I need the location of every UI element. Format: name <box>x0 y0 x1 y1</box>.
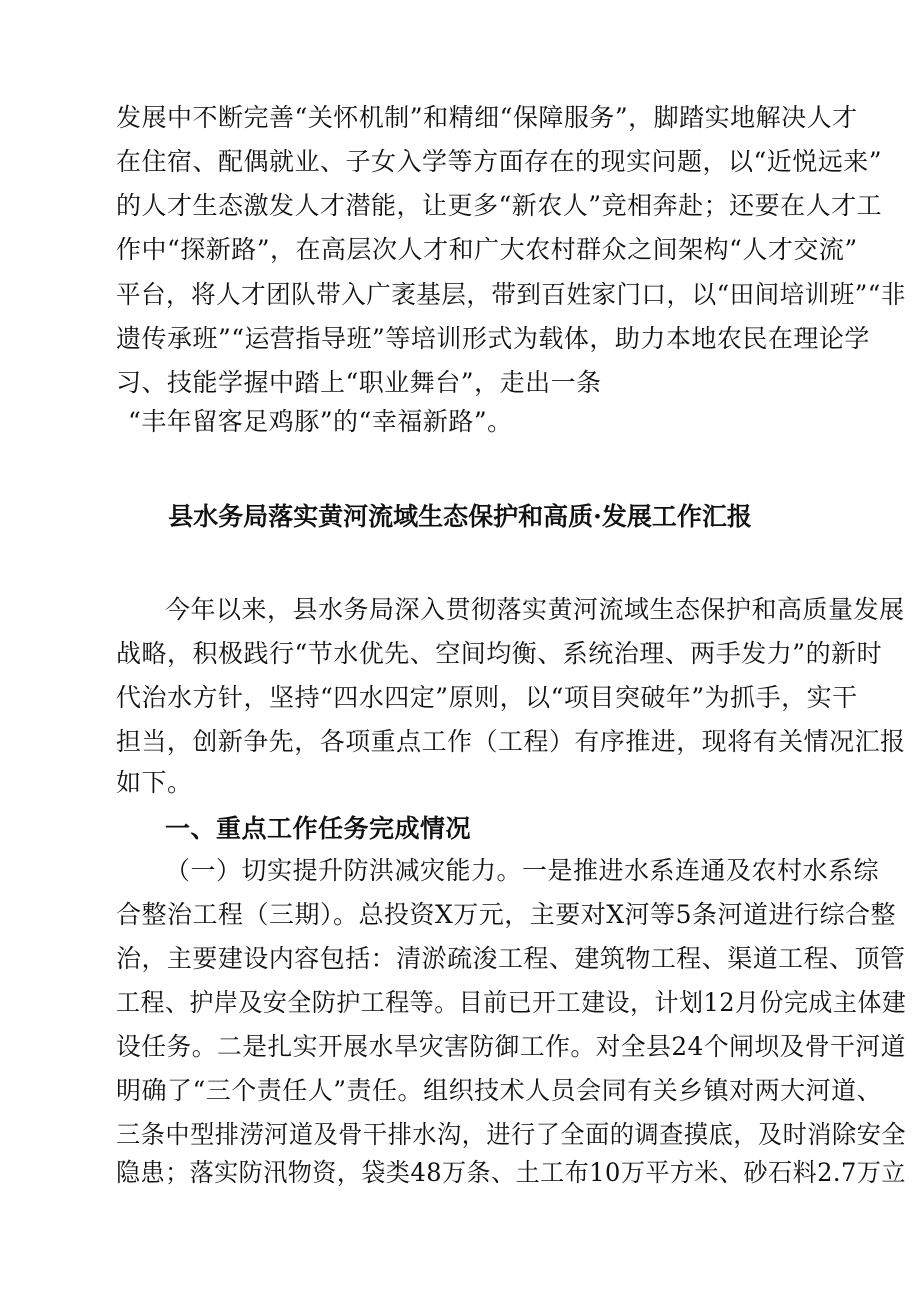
paragraph-line: 在住宿、配偶就业、子女入学等方面存在的现实问题，以“近悦远来” <box>116 147 883 176</box>
paragraph-line: 治，主要建设内容包括：清淤疏浚工程、建筑物工程、渠道工程、顶管 <box>116 944 906 973</box>
paragraph-line: 设任务。二是扎实开展水旱灾害防御工作。对全县24个闸坝及骨干河道 <box>116 1032 906 1061</box>
paragraph-line: 今年以来，县水务局深入贯彻落实黄河流域生态保护和高质量发展 <box>165 595 905 624</box>
paragraph-line: 担当，创新争先，各项重点工作（工程）有序推进，现将有关情况汇报 <box>116 727 906 756</box>
paragraph-line: （一）切实提升防洪减灾能力。一是推进水系连通及农村水系综 <box>165 856 880 885</box>
paragraph-line: 平台，将人才团队带入广袤基层，带到百姓家门口，以“田间培训班”“非 <box>116 280 906 309</box>
paragraph-line: 如下。 <box>116 768 193 797</box>
paragraph-line: 明确了“三个责任人”责任。组织技术人员会同有关乡镇对两大河道、 <box>116 1076 883 1105</box>
paragraph-line: 三条中型排涝河道及骨干排水沟，进行了全面的调查摸底，及时消除安全 <box>116 1120 907 1149</box>
document-title: 县水务局落实黄河流域生态保护和高质·发展工作汇报 <box>168 502 752 531</box>
section-heading: 一、重点工作任务完成情况 <box>165 814 472 843</box>
paragraph-line: 遗传承班”“运营指导班”等培训形式为载体，助力本地农民在理论学 <box>116 324 870 353</box>
paragraph-line: 合整治工程（三期）。总投资X万元，主要对X河等5条河道进行综合整 <box>116 900 897 929</box>
paragraph-line: 隐患；落实防汛物资，袋类48万条、土工布10万平方米、砂石料2.7万立 <box>116 1158 906 1187</box>
paragraph-line: 工程、护岸及安全防护工程等。目前已开工建设，计划12月份完成主体建 <box>116 988 907 1017</box>
paragraph-line: 战略，积极践行“节水优先、空间均衡、系统治理、两手发力”的新时 <box>116 639 883 668</box>
paragraph-line: 习、技能学握中踏上“职业舞台”，走出一条 <box>116 368 602 397</box>
paragraph-line: 的人才生态激发人才潜能，让更多“新农人”竞相奔赴；还要在人才工 <box>116 191 883 220</box>
paragraph-line: 作中“探新路”，在高层次人才和广大农村群众之间架构“人才交流” <box>116 235 858 264</box>
paragraph-line: 发展中不断完善“关怀机制”和精细“保障服务”，脚踏实地解决人才 <box>116 103 858 132</box>
paragraph-line: “丰年留客足鸡豚”的“幸福新路”。 <box>128 407 513 436</box>
paragraph-line: 代治水方针，坚持“四水四定”原则，以“项目突破年”为抓手，实干 <box>116 683 858 712</box>
